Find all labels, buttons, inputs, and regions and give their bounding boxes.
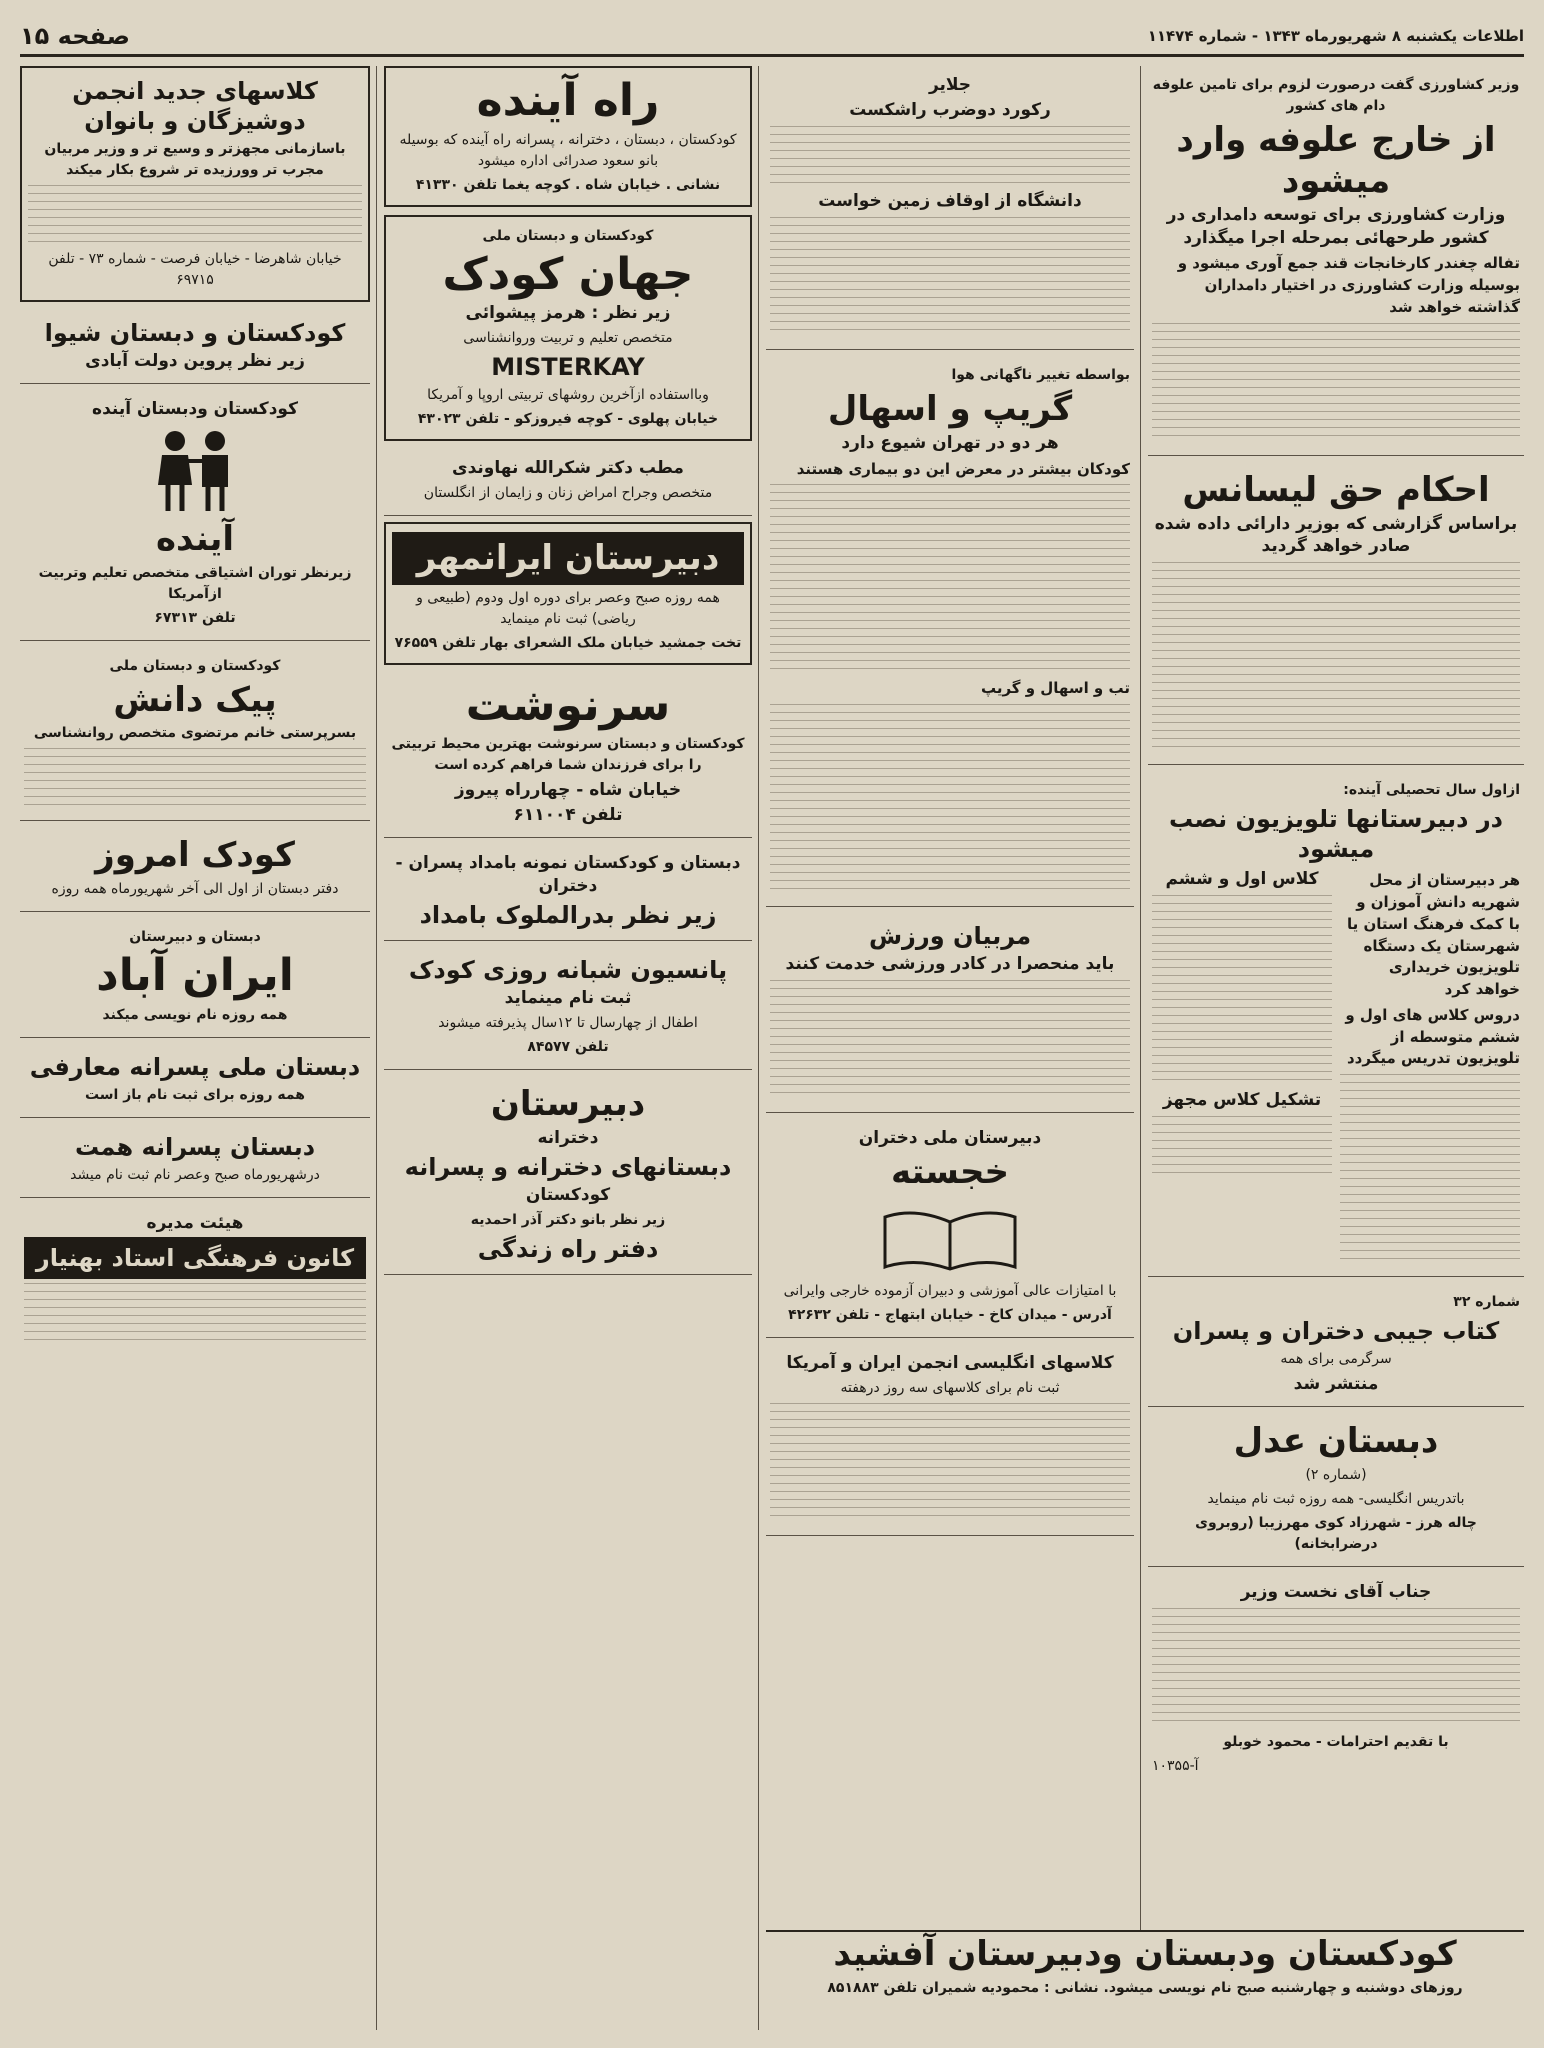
- ad-ayandeh: [20, 390, 370, 641]
- ad-subtitle: کودکستان: [525, 1184, 611, 1205]
- ad-address: خیابان شاهرضا - خیابان فرصت - شماره ۷۳ - تلفن ۶۹۷۱۵: [48, 251, 342, 288]
- issue-line: اطلاعات یکشنبه ۸ شهریورماه ۱۳۴۳ - شماره ۱۱۴۷۴: [1147, 27, 1524, 45]
- ad-text: روزهای دوشنبه و چهارشنبه صبح نام نویسی میشود. نشانی : محمودیه شمیران تلفن ۸۵۱۸۸۳: [827, 1979, 1463, 1996]
- ad-bamdad: [384, 844, 752, 941]
- ad-text: باتدریس انگلیسی- همه روزه ثبت نام مینماید: [1207, 1490, 1465, 1507]
- article-subhead: باید منحصرا در کادر ورزشی خدمت کنند: [785, 954, 1115, 975]
- ad-title: دبستان عدل: [1233, 1421, 1439, 1462]
- article-kicker: بواسطه تغییر ناگهانی هوا: [951, 366, 1130, 383]
- ad-title: کانون فرهنگی استاد بهنیار: [24, 1237, 366, 1279]
- letter-signature: با تقدیم احترامات - محمود خوبلو: [1223, 1733, 1449, 1750]
- ad-number: (شماره ۲): [1305, 1466, 1367, 1483]
- ad-address: خیابان شاه - چهارراه پیروز: [454, 780, 682, 801]
- ad-title: دبیرستان ایرانمهر: [392, 532, 744, 585]
- ad-title: کودکستان ودبستان ودبیرستان آفشید: [833, 1934, 1457, 1974]
- ad-text: همه روزه نام نویسی میکند: [102, 1006, 288, 1023]
- column-3: [384, 66, 752, 2030]
- article-body-text: [1152, 562, 1520, 752]
- article-body-text: [770, 704, 1130, 894]
- article-subhead: رکورد دوضرب راشکست: [849, 99, 1051, 120]
- ad-jahan-kudak: [384, 215, 752, 442]
- ad-brand: آینده: [155, 518, 234, 559]
- ad-hemmat: [20, 1124, 370, 1198]
- ad-brand: MISTERKAY: [491, 353, 645, 382]
- ad-subtitle: سرگرمی برای همه: [1280, 1351, 1392, 1368]
- ad-title: پانسیون شبانه روزی کودک: [408, 956, 728, 985]
- article-kicker: وزیر کشاورزی گفت درصورت لزوم برای تامین علوفه دام های کشور: [1152, 77, 1520, 114]
- ad-desc: متخصص تعلیم و تربیت وروانشناسی: [463, 330, 673, 347]
- ad-title: کلاسهای انگلیسی انجمن ایران و آمریکا: [786, 1352, 1114, 1373]
- ad-body-text: [24, 748, 366, 808]
- ad-title: کودک امروز: [95, 835, 295, 876]
- ad-title: دبستان ملی پسرانه معارفی: [29, 1052, 361, 1081]
- ad-title: دبستان پسرانه همت: [74, 1132, 316, 1161]
- article-headline: از خارج علوفه وارد میشود: [1176, 120, 1496, 201]
- ad-text: کودکستان ، دبستان ، دخترانه ، پسرانه راه آینده که بوسیله بانو سعود صدرائی اداره میشود: [399, 131, 737, 169]
- article-body-text: [1152, 1116, 1332, 1176]
- article-body-text: [1152, 323, 1520, 443]
- ad-iranabad: [20, 918, 370, 1038]
- article-headline: احکام حق لیسانس: [1182, 469, 1490, 510]
- ad-text: زیرنظر توران اشتیاقی متخصص تعلیم وتربیت ازآمریکا: [38, 564, 352, 602]
- article-bullet: دروس کلاس های اول و ششم متوسطه از تلویزیون تدریس میگردد: [1345, 1005, 1520, 1068]
- ad-text: اطفال از چهارسال تا ۱۲سال پذیرفته میشوند: [438, 1015, 698, 1032]
- article-bullet: تب و اسهال و گریپ: [980, 679, 1130, 698]
- article-body-text: [1340, 1074, 1520, 1264]
- ad-title: کتاب جیبی دختران و پسران: [1172, 1317, 1500, 1346]
- ad-brand: دفتر راه زندگی: [477, 1234, 659, 1263]
- column-rule: [1140, 66, 1141, 2030]
- ad-khojasteh: [766, 1119, 1134, 1338]
- article-headline: مربیان ورزش: [868, 922, 1032, 951]
- ad-peyk-danesh: [20, 647, 370, 822]
- letter-title: جناب آقای نخست وزیر: [1240, 1581, 1432, 1602]
- article-headline: جلایر: [928, 75, 972, 95]
- ad-body-text: [24, 1283, 366, 1343]
- ad-subtitle: ثبت نام مینماید: [504, 988, 632, 1009]
- article-bullet: هر دبیرستان از محل شهریه دانش آموزان و با کمک فرهنگ استان یا شهرستان یک دستگاه تلویزیون خریداری خواهد کرد: [1346, 871, 1520, 999]
- ad-afshid-footer: [766, 1930, 1524, 2030]
- ad-phone: تلفن ۸۴۵۷۷: [527, 1039, 609, 1056]
- ad-title: دبستانهای دخترانه و پسرانه: [404, 1152, 732, 1181]
- ad-title: جهان کودک: [442, 248, 694, 300]
- ad-title: دبستان و کودکستان نمونه بامداد پسران - دختران: [395, 853, 741, 897]
- ad-title: مطب دکتر شکرالله نهاوندی: [452, 458, 684, 479]
- article-body-text: [770, 217, 1130, 337]
- column-rule: [376, 66, 377, 2030]
- article-bullet: کودکان بیشتر در معرض این دو بیماری هستند: [796, 459, 1130, 478]
- ad-subtitle: بسرپرستی خانم مرتضوی متخصص روانشناسی: [33, 725, 357, 742]
- ad-address: تخت جمشید خیابان ملک الشعرای بهار تلفن ۷۶۵۵۹: [394, 634, 742, 651]
- ad-rah-ayandeh: [384, 66, 752, 207]
- ad-shiva: [20, 310, 370, 384]
- ad-doctor: [384, 449, 752, 516]
- ad-text: دفتر دبستان از اول الی آخر شهریورماه همه روزه: [51, 881, 339, 898]
- masthead: [20, 18, 1524, 57]
- ad-phone: تلفن ۶۱۱۰۰۴: [513, 805, 623, 826]
- article-sport: [766, 913, 1134, 1113]
- open-book-icon: [875, 1197, 1025, 1277]
- article-fodder: [1148, 66, 1524, 456]
- article-jalaiir: [766, 66, 1134, 350]
- article-subhead: هر دو در تهران شیوع دارد: [841, 432, 1059, 453]
- article-license: [1148, 462, 1524, 766]
- column-2: [766, 66, 1134, 2030]
- ad-text: وبااستفاده ازآخرین روشهای تربیتی اروپا و آمریکا: [427, 387, 709, 404]
- article-columns: [1152, 866, 1520, 1268]
- page-number: صفحه ۱۵: [20, 22, 130, 50]
- article-body-text: [770, 484, 1130, 674]
- ad-status: منتشر شد: [1293, 1374, 1379, 1395]
- ad-kicker: دبستان و دبیرستان: [129, 929, 261, 946]
- ad-note: ثبت نام برای کلاسهای سه روز درهفته: [840, 1379, 1060, 1396]
- ad-kicker: کودکستان و دبستان ملی: [482, 227, 654, 244]
- article-subhead: کلاس اول و ششم: [1165, 869, 1319, 890]
- ad-title: کودکستان ودبستان آینده: [92, 398, 298, 419]
- article-subhead: براساس گزارشی که بوزیر دارائی داده شده صادر خواهد گردید: [1154, 513, 1518, 557]
- article-subhead: وزارت کشاورزی برای توسعه دامداری در کشور طرحهائی بمرحله اجرا میگذارد: [1166, 204, 1506, 248]
- ad-kicker: کودکستان و دبستان ملی: [109, 657, 281, 674]
- ad-anjoman: [20, 66, 370, 302]
- newspaper-page: [20, 18, 1524, 2030]
- ad-title: ایران آباد: [96, 950, 294, 1002]
- ad-text: همه روزه صبح وعصر برای دوره اول ودوم (طبیعی و ریاضی) ثبت نام مینماید: [416, 589, 720, 627]
- ad-subtitle: زیر نظر بدرالملوک بامداد: [419, 901, 717, 930]
- article-flu: [766, 356, 1134, 907]
- ad-text: با امتیازات عالی آموزشی و دبیران آزموده خارجی وایرانی: [783, 1282, 1117, 1299]
- ad-address: آدرس - میدان کاخ - خیابان ابتهاج - تلفن ۴۲۶۳۲: [788, 1306, 1112, 1323]
- ad-adl-school: [1148, 1413, 1524, 1567]
- ad-title: خجسته: [890, 1151, 1010, 1192]
- article-subhead: تشکیل کلاس مجهز: [1162, 1090, 1322, 1111]
- article-kicker: ازاول سال تحصیلی آینده:: [1343, 782, 1520, 799]
- ad-behniar: [20, 1204, 370, 1355]
- ad-subtitle: دخترانه: [537, 1127, 599, 1148]
- ad-subtitle: زیر نظر پروین دولت آبادی: [85, 351, 305, 371]
- ad-text: باسازمانی مجهزتر و وسیع تر و وزیر مربیان مجرب تر وورزیده تر شروع بکار میکند: [44, 141, 346, 178]
- ad-title: دبیرستان: [490, 1084, 646, 1125]
- article-headline: در دبیرستانها تلویزیون نصب میشود: [1169, 805, 1503, 864]
- article-bullet: تفاله چغندر کارخانجات قند جمع آوری میشود و بوسیله وزارت کشاورزی در اختیار دامداران گذاشته خواهد شد: [1177, 254, 1520, 316]
- ad-pansion: [384, 947, 752, 1070]
- letter-body-text: [1152, 1608, 1520, 1728]
- ad-body-text: [28, 185, 362, 245]
- ad-title: پیک دانش: [113, 679, 277, 720]
- ad-kicker: هیئت مدیره: [146, 1212, 244, 1233]
- article-body-text: [770, 126, 1130, 186]
- ad-director: زیر نظر : هرمز پیشوائی: [465, 303, 671, 324]
- children-icon: [140, 425, 250, 515]
- ad-text: درشهریورماه صبح وعصر نام ثبت نام میشد: [70, 1166, 320, 1183]
- ad-iranmehr: [384, 522, 752, 665]
- ad-pocket-book: [1148, 1283, 1524, 1407]
- letter-ref: آ-۱۰۳۵۵: [1152, 1757, 1199, 1774]
- ad-sarnevesht: [384, 673, 752, 838]
- letter-prime-minister: [1148, 1573, 1524, 1788]
- ad-phone: تلفن ۶۷۳۱۳: [154, 609, 236, 626]
- ad-title: راه آینده: [476, 75, 660, 126]
- article-body-text: [770, 980, 1130, 1100]
- ad-title: کلاسهای جدید انجمن دوشیزگان و بانوان: [72, 77, 318, 135]
- ad-number: شماره ۳۲: [1453, 1294, 1520, 1311]
- ad-kicker: دبیرستان ملی دختران: [858, 1127, 1042, 1148]
- article-subhead: دانشگاه از اوقاف زمین خواست: [818, 190, 1082, 211]
- ad-address: چاله هرز - شهرزاد کوی مهرزیبا (روبروی درضرابخانه): [1195, 1514, 1477, 1552]
- ad-text: کودکستان و دبستان سرنوشت بهترین محیط تربیتی را برای فرزندان شما فراهم کرده است: [391, 736, 745, 774]
- column-1: [1148, 66, 1524, 2030]
- article-body-text: [1152, 895, 1332, 1085]
- ad-address: خیابان پهلوی - کوچه فیروزکو - تلفن ۴۳۰۲۳: [417, 411, 719, 428]
- ad-title: سرنوشت: [465, 679, 671, 731]
- ad-director: زیر نظر بانو دکتر آذر احمدیه: [470, 1211, 666, 1228]
- column-rule: [758, 66, 759, 2030]
- column-4: [20, 66, 370, 2030]
- ad-kudak-emrooz: [20, 827, 370, 912]
- article-headline: گریپ و اسهال: [827, 388, 1073, 429]
- ad-dabirestan-girls: [384, 1076, 752, 1275]
- ad-text: متخصص وجراح امراض زنان و زایمان از انگلستان: [423, 485, 713, 502]
- ad-iran-america: [766, 1344, 1134, 1536]
- ad-body-text: [770, 1403, 1130, 1523]
- ad-title: کودکستان و دبستان شیوا: [44, 319, 346, 347]
- article-television: [1148, 771, 1524, 1277]
- ad-maarefi: [20, 1044, 370, 1118]
- ad-text: همه روزه برای ثبت نام باز است: [84, 1086, 306, 1103]
- ad-address: نشانی . خیابان شاه . کوچه یغما تلفن ۴۱۳۳۰: [415, 176, 721, 193]
